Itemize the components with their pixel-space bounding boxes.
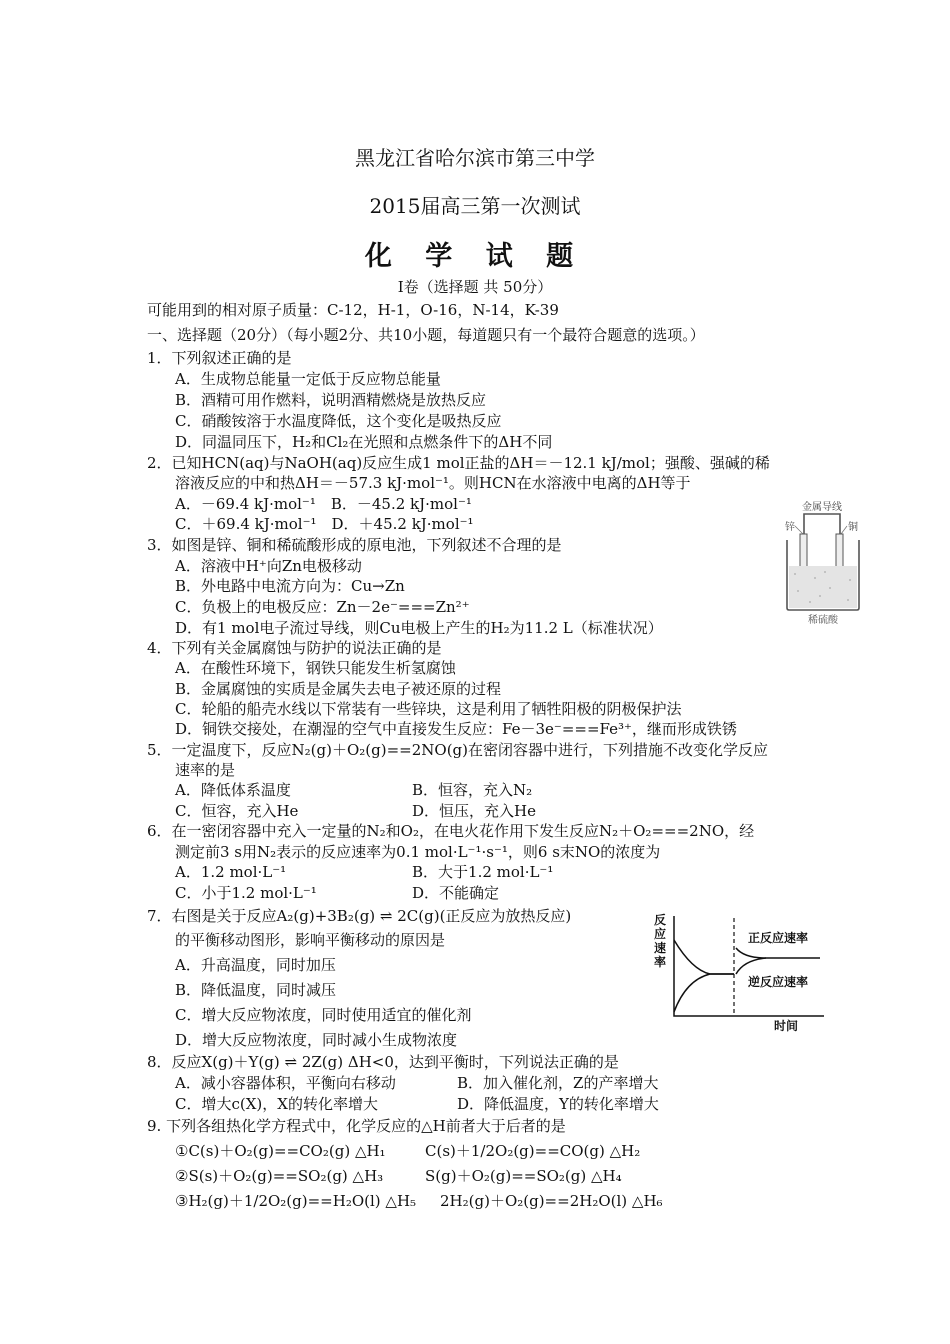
zinc-label: 锌 (785, 522, 795, 533)
school-title: 黑龙江省哈尔滨市第三中学 (355, 146, 595, 170)
question-3-option-a: A．溶液中H⁺向Zn电极移动 (175, 557, 362, 575)
equation-2-left: ②S(s)＋O₂(g)==SO₂(g) △H₃ (175, 1167, 384, 1185)
question-4-option-a: A．在酸性环境下，钢铁只能发生析氢腐蚀 (175, 659, 456, 677)
wire-label: 金属导线 (802, 502, 842, 513)
equation-2-right: S(g)＋O₂(g)==SO₂(g) △H₄ (425, 1167, 622, 1185)
copper-label: 铜 (848, 522, 858, 533)
question-3-option-c: C．负极上的电极反应：Zn－2e⁻===Zn²⁺ (175, 598, 470, 616)
question-6-stem: 6．在一密闭容器中充入一定量的N₂和O₂，在电火花作用下发生反应N₂＋O₂===2NO，经 (147, 822, 755, 840)
question-9-stem: 9. 下列各组热化学方程式中，化学反应的△H前者大于后者的是 (147, 1117, 566, 1135)
question-2-options-cd: C．＋69.4 kJ·mol⁻¹ D．＋45.2 kJ·mol⁻¹ (175, 515, 474, 533)
subject-title: 化 学 试 题 (364, 241, 586, 272)
reverse-rate-curve-2 (736, 958, 766, 974)
question-2-stem-cont: 溶液反应的中和热ΔH＝－57.3 kJ·mol⁻¹。则HCN在水溶液中电离的ΔH等于 (175, 474, 691, 492)
reverse-rate-curve-1 (674, 974, 734, 1012)
question-5-option-b: B．恒容，充入N₂ (412, 781, 533, 799)
equation-3-left: ③H₂(g)＋1/2O₂(g)==H₂O(l) △H₅ (175, 1192, 417, 1210)
question-7-stem: 7．右图是关于反应A₂(g)+3B₂(g) ⇌ 2C(g)(正反应为放热反应) (147, 907, 572, 925)
question-5-stem: 5．一定温度下，反应N₂(g)＋O₂(g)==2NO(g)在密闭容器中进行，下列措施不改变化学反应 (147, 741, 769, 759)
question-4-option-d: D．铜铁交接处，在潮湿的空气中直接发生反应：Fe－3e⁻===Fe³⁺，继而形成铁锈 (175, 720, 737, 738)
question-8-option-c: C．增大c(X)，X的转化率增大 (175, 1095, 378, 1113)
question-4-stem: 4．下列有关金属腐蚀与防护的说法正确的是 (147, 639, 442, 657)
question-1-option-c: C．硝酸铵溶于水温度降低，这个变化是吸热反应 (175, 412, 502, 430)
section-one-instructions: 一、选择题（20分）（每小题2分、共10小题，每道题只有一个最符合题意的选项。） (147, 326, 705, 344)
question-6-option-c: C．小于1.2 mol·L⁻¹ (175, 884, 317, 902)
reverse-rate-label: 逆反应速率 (748, 975, 809, 989)
question-7-option-b: B．降低温度，同时减压 (175, 981, 337, 999)
exam-title: 2015届高三第一次测试 (369, 194, 581, 218)
question-2-stem: 2．已知HCN(aq)与NaOH(aq)反应生成1 mol正盐的ΔH＝－12.1 kJ/mol；强酸、强碱的稀 (147, 454, 770, 472)
question-3-option-d: D．有1 mol电子流过导线，则Cu电极上产生的H₂为11.2 L（标准状况） (175, 619, 663, 637)
question-3-option-b: B．外电路中电流方向为：Cu→Zn (175, 577, 405, 595)
atomic-masses-line: 可能用到的相对原子质量：C-12，H-1，O-16，N-14，K-39 (147, 301, 559, 319)
rate-time-figure (652, 910, 832, 1036)
question-1-option-b: B．酒精可用作燃料，说明酒精燃烧是放热反应 (175, 391, 487, 409)
question-1-option-a: A．生成物总能量一定低于反应物总能量 (175, 370, 441, 388)
question-6-stem-cont: 测定前3 s用N₂表示的反应速率为0.1 mol·L⁻¹·s⁻¹，则6 s末NO的浓度为 (175, 843, 661, 861)
equation-1-right: C(s)＋1/2O₂(g)==CO(g) △H₂ (425, 1142, 641, 1160)
question-4-option-b: B．金属腐蚀的实质是金属失去电子被还原的过程 (175, 680, 502, 698)
question-3-stem: 3．如图是锌、铜和稀硫酸形成的原电池，下列叙述不合理的是 (147, 536, 562, 554)
y-axis-label-1: 反 (654, 913, 667, 927)
metal-wire (804, 514, 840, 536)
question-7-stem-cont: 的平衡移动图形，影响平衡移动的原因是 (175, 931, 446, 949)
equation-1-left: ①C(s)＋O₂(g)==CO₂(g) △H₁ (175, 1142, 386, 1160)
question-7-option-a: A．升高温度，同时加压 (175, 956, 336, 974)
solution-label: 稀硫酸 (808, 615, 838, 626)
question-8-option-d: D．降低温度，Y的转化率增大 (457, 1095, 659, 1113)
section-heading: I卷（选择题 共 50分） (397, 278, 553, 296)
question-7-option-d: D．增大反应物浓度，同时减小生成物浓度 (175, 1031, 458, 1049)
question-4-option-c: C．轮船的船壳水线以下常装有一些锌块，这是利用了牺牲阳极的阴极保护法 (175, 700, 682, 718)
question-6-option-a: A．1.2 mol·L⁻¹ (175, 863, 287, 881)
question-5-option-d: D．恒压，充入He (412, 802, 536, 820)
question-8-stem: 8．反应X(g)＋Y(g) ⇌ 2Z(g) ΔH<0，达到平衡时，下列说法正确的是 (147, 1053, 619, 1071)
forward-rate-curve-2 (736, 948, 820, 958)
question-6-option-d: D．不能确定 (412, 884, 500, 902)
forward-rate-label: 正反应速率 (748, 931, 809, 945)
question-6-option-b: B．大于1.2 mol·L⁻¹ (412, 863, 554, 881)
question-5-option-c: C．恒容，充入He (175, 802, 299, 820)
x-axis-label: 时间 (774, 1019, 799, 1033)
question-1-option-d: D．同温同压下，H₂和Cl₂在光照和点燃条件下的ΔH不同 (175, 433, 553, 451)
galvanic-cell-figure (770, 496, 860, 626)
y-axis-label-3: 速 (654, 941, 667, 955)
question-1-stem: 1．下列叙述正确的是 (147, 349, 292, 367)
question-7-option-c: C．增大反应物浓度，同时使用适宜的催化剂 (175, 1006, 472, 1024)
question-5-option-a: A．降低体系温度 (175, 781, 291, 799)
question-8-option-a: A．减小容器体积，平衡向右移动 (175, 1074, 396, 1092)
question-8-option-b: B．加入催化剂，Z的产率增大 (457, 1074, 659, 1092)
forward-rate-curve-1 (674, 940, 734, 974)
equation-3-right: 2H₂(g)＋O₂(g)==2H₂O(l) △H₆ (440, 1192, 663, 1210)
question-5-stem-cont: 速率的是 (175, 761, 236, 779)
y-axis-label-4: 率 (654, 955, 667, 969)
y-axis-label-2: 应 (654, 927, 667, 941)
acid-solution (789, 566, 857, 608)
question-2-options-ab: A．－69.4 kJ·mol⁻¹ B．－45.2 kJ·mol⁻¹ (175, 495, 472, 513)
